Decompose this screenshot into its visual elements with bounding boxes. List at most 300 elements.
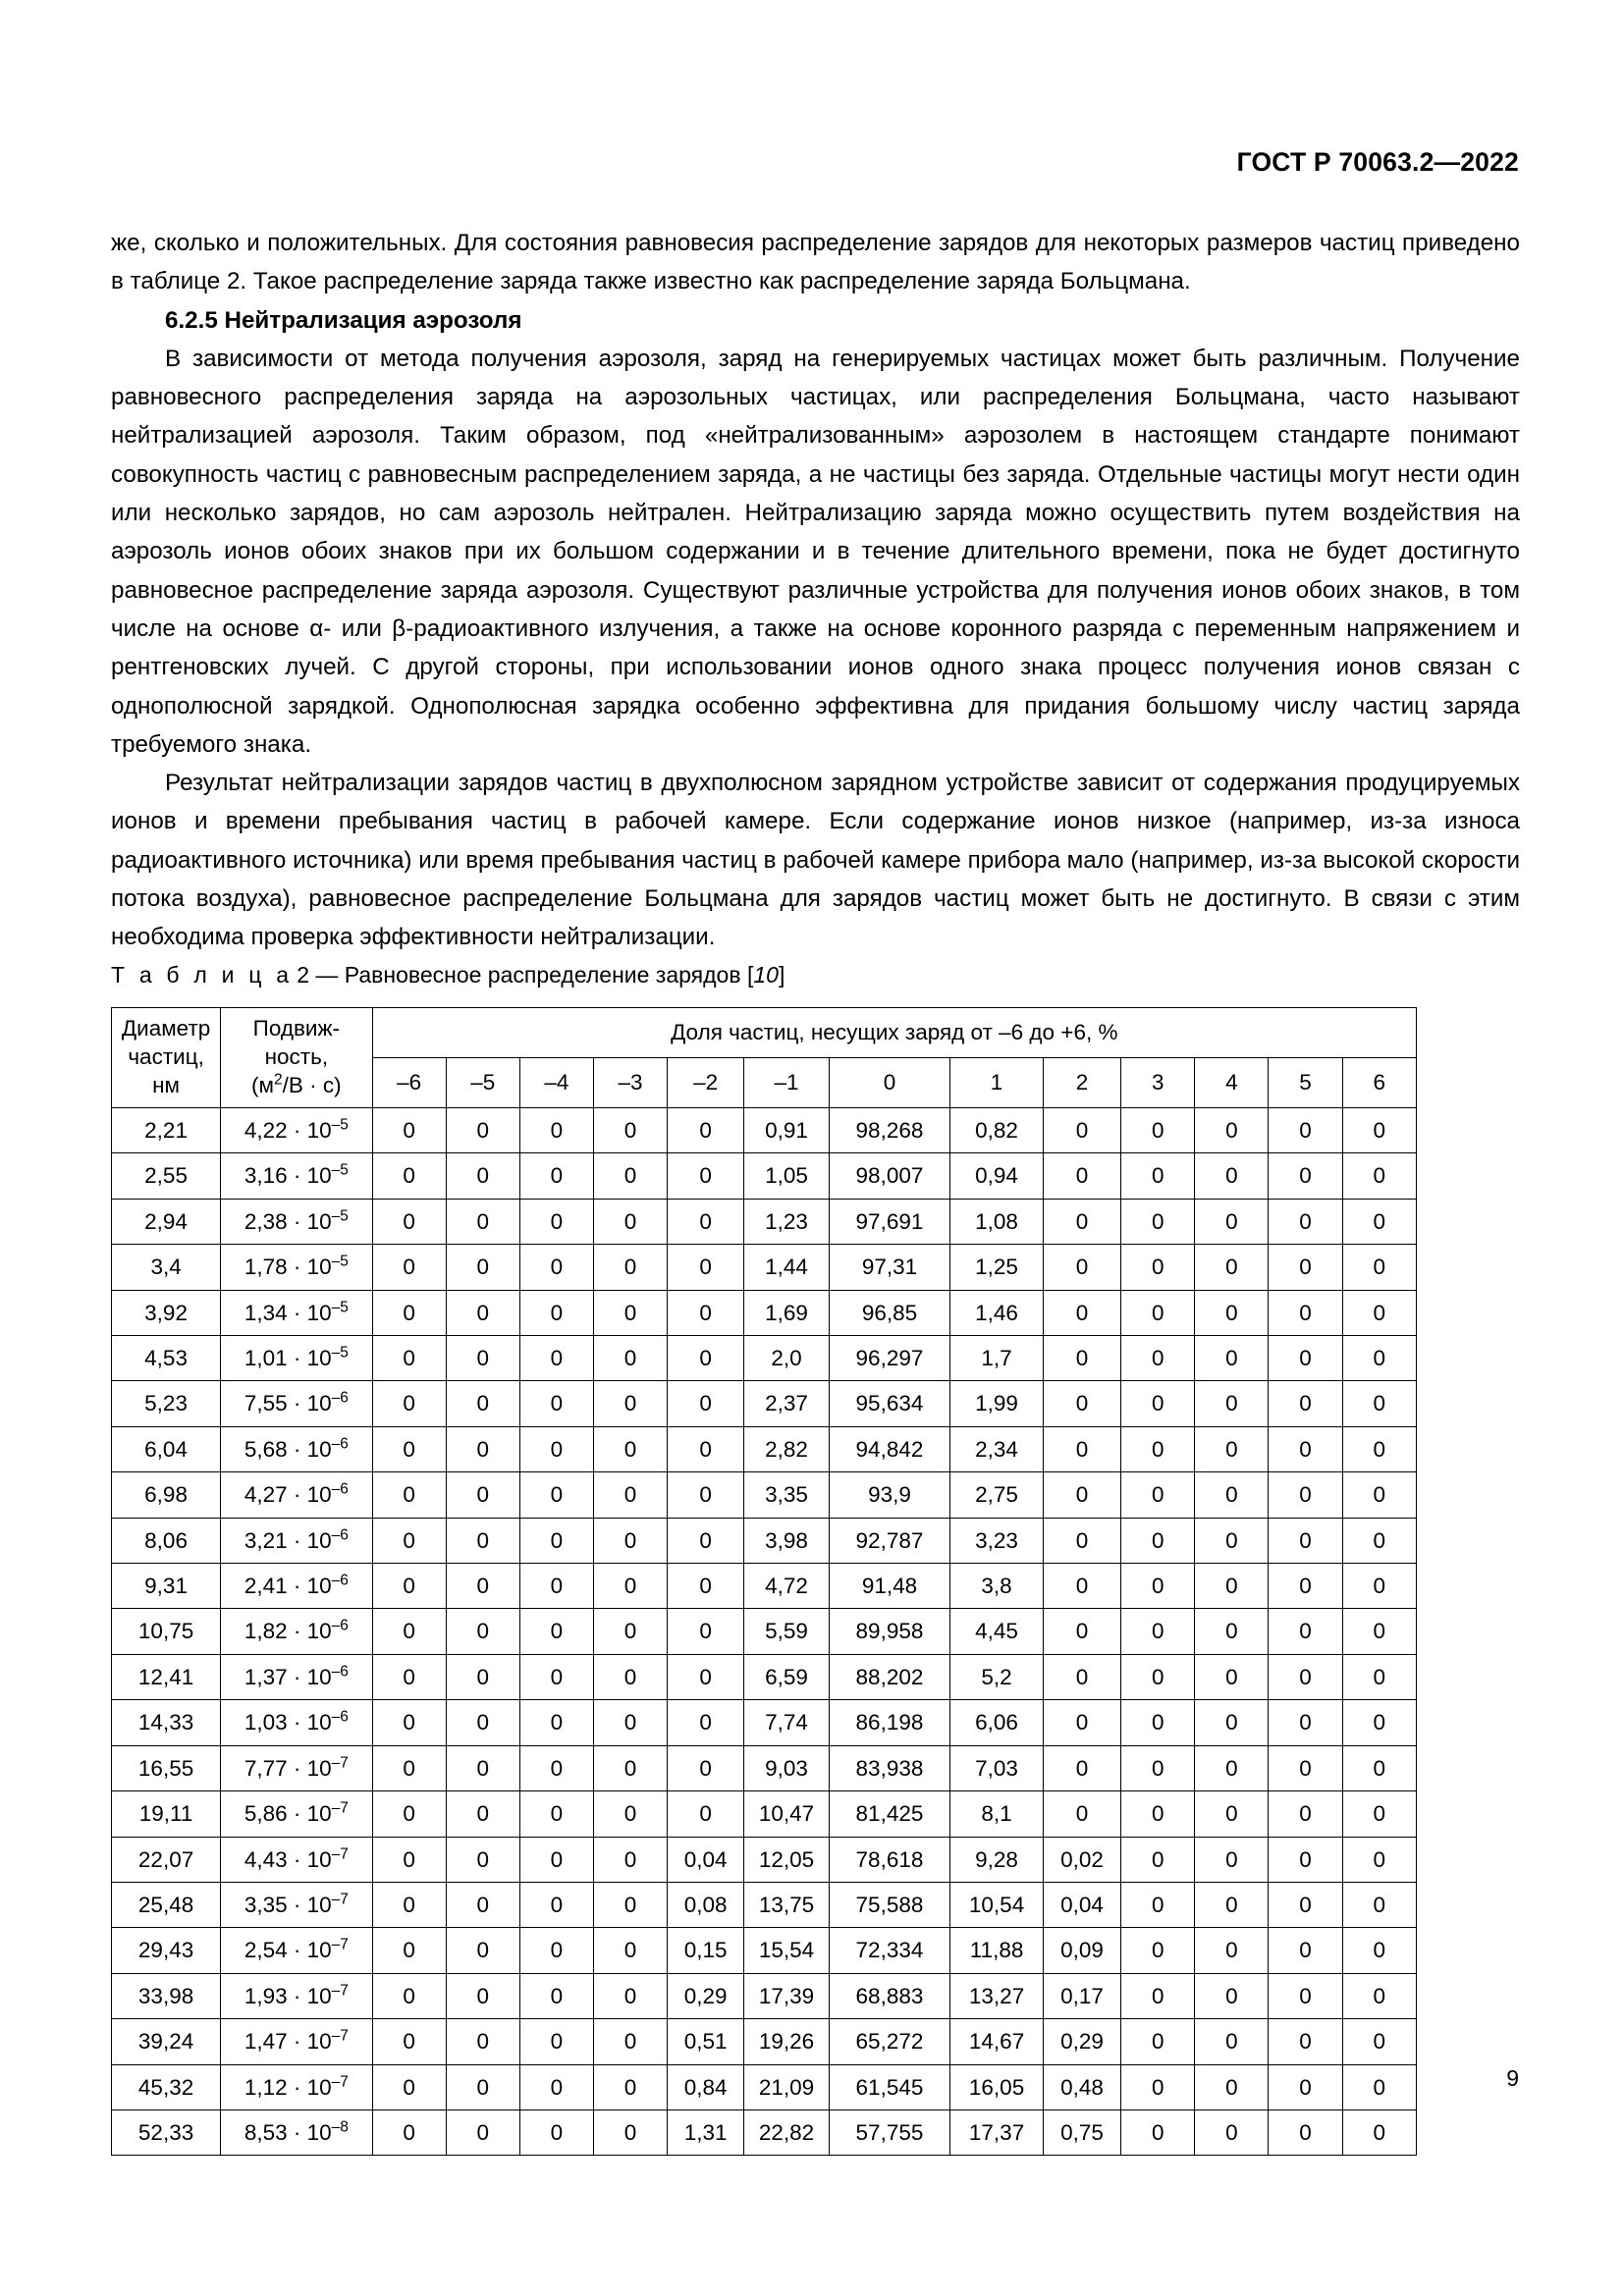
cell-charge-fraction: 0 bbox=[446, 1426, 519, 1471]
cell-charge-fraction: 0 bbox=[668, 1700, 744, 1745]
cell-charge-fraction: 95,634 bbox=[829, 1381, 950, 1426]
cell-charge-fraction: 0 bbox=[1195, 1928, 1269, 1973]
cell-charge-fraction: 0 bbox=[519, 1472, 593, 1518]
cell-charge-fraction: 1,08 bbox=[950, 1199, 1044, 1244]
cell-charge-fraction: 1,25 bbox=[950, 1245, 1044, 1290]
table-body bbox=[112, 1108, 1417, 2156]
cell-charge-fraction: 0 bbox=[668, 1426, 744, 1471]
cell-charge-fraction: 0 bbox=[593, 1928, 667, 1973]
cell-charge-fraction: 0 bbox=[1121, 1837, 1195, 1882]
cell-charge-fraction: 0 bbox=[1195, 1791, 1269, 1837]
mobility-multiplier: · 10 bbox=[287, 1163, 332, 1189]
cell-charge-fraction: 0 bbox=[1269, 1745, 1342, 1790]
cell-charge-fraction: 0 bbox=[593, 1882, 667, 1927]
cell-mobility bbox=[221, 1518, 372, 1563]
cell-charge-fraction: 0 bbox=[446, 1700, 519, 1745]
cell-charge-fraction: 96,297 bbox=[829, 1336, 950, 1381]
mobility-multiplier: · 10 bbox=[287, 2029, 332, 2055]
header-charge-plus5: 5 bbox=[1269, 1058, 1342, 1108]
cell-charge-fraction: 0 bbox=[446, 2064, 519, 2109]
cell-diameter: 22,07 bbox=[112, 1837, 221, 1882]
cell-charge-fraction: 0,29 bbox=[668, 1973, 744, 2018]
cell-charge-fraction: 0 bbox=[446, 1518, 519, 1563]
cell-charge-fraction: 0 bbox=[1269, 2064, 1342, 2109]
cell-charge-fraction: 0 bbox=[593, 2109, 667, 2155]
cell-mobility bbox=[221, 1700, 372, 1745]
header-charge-plus6: 6 bbox=[1342, 1058, 1416, 1108]
cell-charge-fraction: 19,26 bbox=[744, 2019, 829, 2064]
cell-charge-fraction: 0 bbox=[1342, 2019, 1416, 2064]
cell-charge-fraction: 0 bbox=[593, 2064, 667, 2109]
cell-charge-fraction: 0,02 bbox=[1043, 1837, 1120, 1882]
cell-charge-fraction: 0 bbox=[519, 1245, 593, 1290]
cell-charge-fraction: 0 bbox=[1269, 1654, 1342, 1699]
cell-charge-fraction: 0 bbox=[1269, 1882, 1342, 1927]
table-row bbox=[112, 2064, 1417, 2109]
cell-charge-fraction: 0 bbox=[519, 1882, 593, 1927]
cell-diameter: 2,21 bbox=[112, 1108, 221, 1153]
cell-charge-fraction: 0 bbox=[1269, 1791, 1342, 1837]
cell-charge-fraction: 0 bbox=[593, 1199, 667, 1244]
cell-diameter: 5,23 bbox=[112, 1381, 221, 1426]
table-row bbox=[112, 2109, 1417, 2155]
cell-charge-fraction: 68,883 bbox=[829, 1973, 950, 2018]
cell-charge-fraction: 0 bbox=[668, 1609, 744, 1654]
cell-charge-fraction: 0 bbox=[372, 1472, 446, 1518]
mobility-multiplier: · 10 bbox=[287, 1346, 332, 1371]
cell-charge-fraction: 0 bbox=[1043, 1791, 1120, 1837]
cell-charge-fraction: 0 bbox=[446, 1290, 519, 1335]
cell-charge-fraction: 93,9 bbox=[829, 1472, 950, 1518]
mobility-exponent: –7 bbox=[331, 2073, 349, 2091]
cell-charge-fraction: 0 bbox=[1043, 1700, 1120, 1745]
cell-diameter: 52,33 bbox=[112, 2109, 221, 2155]
cell-charge-fraction: 97,31 bbox=[829, 1245, 950, 1290]
cell-charge-fraction: 0 bbox=[372, 1791, 446, 1837]
cell-charge-fraction: 0 bbox=[1043, 1654, 1120, 1699]
cell-charge-fraction: 1,31 bbox=[668, 2109, 744, 2155]
cell-charge-fraction: 0 bbox=[1342, 1928, 1416, 1973]
cell-charge-fraction: 0 bbox=[372, 1518, 446, 1563]
cell-charge-fraction: 0 bbox=[519, 1199, 593, 1244]
cell-charge-fraction: 0 bbox=[1121, 1245, 1195, 1290]
cell-charge-fraction: 0,51 bbox=[668, 2019, 744, 2064]
header-mobility-units-post: /В · с) bbox=[282, 1073, 342, 1097]
mobility-exponent: –6 bbox=[331, 1526, 349, 1544]
table-caption-reference: 10 bbox=[753, 962, 779, 988]
mobility-multiplier: · 10 bbox=[287, 1436, 332, 1462]
cell-charge-fraction: 61,545 bbox=[829, 2064, 950, 2109]
mobility-mantissa: 8,53 bbox=[244, 2119, 288, 2145]
cell-diameter: 2,55 bbox=[112, 1153, 221, 1199]
cell-charge-fraction: 2,0 bbox=[744, 1336, 829, 1381]
cell-charge-fraction: 0 bbox=[1342, 1245, 1416, 1290]
cell-charge-fraction: 81,425 bbox=[829, 1791, 950, 1837]
mobility-exponent: –6 bbox=[331, 1617, 349, 1634]
cell-charge-fraction: 0 bbox=[1195, 1837, 1269, 1882]
cell-charge-fraction: 97,691 bbox=[829, 1199, 950, 1244]
cell-diameter: 3,92 bbox=[112, 1290, 221, 1335]
cell-charge-fraction: 5,59 bbox=[744, 1609, 829, 1654]
cell-charge-fraction: 1,99 bbox=[950, 1381, 1044, 1426]
cell-charge-fraction: 0 bbox=[593, 1381, 667, 1426]
cell-charge-fraction: 0 bbox=[519, 1973, 593, 2018]
cell-charge-fraction: 0 bbox=[519, 1426, 593, 1471]
table-row bbox=[112, 2019, 1417, 2064]
cell-charge-fraction: 75,588 bbox=[829, 1882, 950, 1927]
page-number: 9 bbox=[1506, 2065, 1519, 2091]
cell-charge-fraction: 0 bbox=[593, 1564, 667, 1609]
cell-mobility bbox=[221, 1245, 372, 1290]
cell-charge-fraction: 78,618 bbox=[829, 1837, 950, 1882]
cell-mobility bbox=[221, 1928, 372, 1973]
cell-charge-fraction: 9,03 bbox=[744, 1745, 829, 1790]
cell-mobility bbox=[221, 1973, 372, 2018]
cell-charge-fraction: 0 bbox=[1269, 1426, 1342, 1471]
mobility-mantissa: 3,21 bbox=[244, 1527, 288, 1553]
cell-diameter: 8,06 bbox=[112, 1518, 221, 1563]
cell-charge-fraction: 0 bbox=[593, 1973, 667, 2018]
cell-charge-fraction: 1,44 bbox=[744, 1245, 829, 1290]
header-charge-plus2: 2 bbox=[1043, 1058, 1120, 1108]
cell-charge-fraction: 0 bbox=[1342, 2064, 1416, 2109]
cell-charge-fraction: 7,74 bbox=[744, 1700, 829, 1745]
mobility-exponent: –7 bbox=[331, 1799, 349, 1817]
mobility-exponent: –6 bbox=[331, 1572, 349, 1589]
mobility-mantissa: 1,78 bbox=[244, 1255, 288, 1280]
cell-charge-fraction: 0 bbox=[519, 1108, 593, 1153]
cell-charge-fraction: 0 bbox=[1269, 1108, 1342, 1153]
cell-charge-fraction: 0 bbox=[668, 1791, 744, 1837]
cell-charge-fraction: 0 bbox=[593, 1700, 667, 1745]
cell-charge-fraction: 0 bbox=[372, 1928, 446, 1973]
cell-charge-fraction: 0 bbox=[1043, 1153, 1120, 1199]
cell-charge-fraction: 89,958 bbox=[829, 1609, 950, 1654]
cell-diameter: 3,4 bbox=[112, 1245, 221, 1290]
table-row bbox=[112, 1381, 1417, 1426]
cell-charge-fraction: 21,09 bbox=[744, 2064, 829, 2109]
cell-charge-fraction: 0 bbox=[519, 1837, 593, 1882]
cell-charge-fraction: 0 bbox=[1195, 1290, 1269, 1335]
cell-charge-fraction: 12,05 bbox=[744, 1837, 829, 1882]
cell-charge-fraction: 1,23 bbox=[744, 1199, 829, 1244]
cell-charge-fraction: 0 bbox=[1269, 1928, 1342, 1973]
cell-charge-fraction: 0 bbox=[1269, 1336, 1342, 1381]
standard-code: ГОСТ Р 70063.2—2022 bbox=[1236, 147, 1519, 177]
cell-charge-fraction: 10,47 bbox=[744, 1791, 829, 1837]
cell-diameter: 39,24 bbox=[112, 2019, 221, 2064]
cell-charge-fraction: 0 bbox=[372, 1245, 446, 1290]
cell-charge-fraction: 0 bbox=[446, 1973, 519, 2018]
header-particle-diameter bbox=[112, 1008, 221, 1108]
cell-mobility bbox=[221, 1381, 372, 1426]
header-charge-minus3: –3 bbox=[593, 1058, 667, 1108]
cell-charge-fraction: 83,938 bbox=[829, 1745, 950, 1790]
cell-charge-fraction: 0 bbox=[593, 1426, 667, 1471]
cell-charge-fraction: 0 bbox=[519, 1290, 593, 1335]
cell-charge-fraction: 0 bbox=[1195, 1381, 1269, 1426]
cell-charge-fraction: 0 bbox=[668, 1745, 744, 1790]
cell-charge-fraction: 0 bbox=[1195, 1654, 1269, 1699]
cell-diameter: 25,48 bbox=[112, 1882, 221, 1927]
table-row bbox=[112, 1973, 1417, 2018]
header-charge-plus3: 3 bbox=[1121, 1058, 1195, 1108]
cell-charge-fraction: 0 bbox=[1342, 1108, 1416, 1153]
cell-charge-fraction: 0 bbox=[1269, 1153, 1342, 1199]
cell-mobility bbox=[221, 1609, 372, 1654]
cell-charge-fraction: 0 bbox=[1269, 2019, 1342, 2064]
cell-mobility bbox=[221, 2109, 372, 2155]
cell-charge-fraction: 0,09 bbox=[1043, 1928, 1120, 1973]
cell-charge-fraction: 0 bbox=[519, 1700, 593, 1745]
cell-charge-fraction: 0 bbox=[519, 1745, 593, 1790]
cell-charge-fraction: 0 bbox=[372, 1837, 446, 1882]
cell-charge-fraction: 0 bbox=[1342, 2109, 1416, 2155]
cell-charge-fraction: 1,69 bbox=[744, 1290, 829, 1335]
table-row bbox=[112, 1745, 1417, 1790]
cell-charge-fraction: 0 bbox=[519, 1791, 593, 1837]
mobility-exponent: –7 bbox=[331, 1936, 349, 1953]
cell-charge-fraction: 0 bbox=[519, 1518, 593, 1563]
mobility-exponent: –5 bbox=[331, 1161, 349, 1179]
cell-charge-fraction: 0 bbox=[372, 2064, 446, 2109]
cell-diameter: 6,04 bbox=[112, 1426, 221, 1471]
cell-mobility bbox=[221, 1882, 372, 1927]
cell-diameter: 29,43 bbox=[112, 1928, 221, 1973]
cell-charge-fraction: 0 bbox=[446, 1882, 519, 1927]
cell-charge-fraction: 0 bbox=[1121, 1700, 1195, 1745]
header-charge-plus4: 4 bbox=[1195, 1058, 1269, 1108]
cell-charge-fraction: 0 bbox=[1043, 1381, 1120, 1426]
cell-charge-fraction: 0 bbox=[1121, 1108, 1195, 1153]
cell-mobility bbox=[221, 1791, 372, 1837]
mobility-multiplier: · 10 bbox=[287, 1118, 332, 1143]
cell-charge-fraction: 0 bbox=[1043, 1336, 1120, 1381]
cell-charge-fraction: 14,67 bbox=[950, 2019, 1044, 2064]
cell-mobility bbox=[221, 1199, 372, 1244]
cell-charge-fraction: 0 bbox=[1269, 1837, 1342, 1882]
mobility-multiplier: · 10 bbox=[287, 1208, 332, 1234]
mobility-mantissa: 2,41 bbox=[244, 1574, 288, 1599]
cell-charge-fraction: 0 bbox=[372, 1153, 446, 1199]
cell-charge-fraction: 91,48 bbox=[829, 1564, 950, 1609]
cell-charge-fraction: 72,334 bbox=[829, 1928, 950, 1973]
cell-charge-fraction: 0 bbox=[668, 1518, 744, 1563]
cell-diameter: 12,41 bbox=[112, 1654, 221, 1699]
cell-charge-fraction: 0 bbox=[1269, 1518, 1342, 1563]
cell-charge-fraction: 7,03 bbox=[950, 1745, 1044, 1790]
cell-charge-fraction: 0 bbox=[1195, 2064, 1269, 2109]
cell-charge-fraction: 0 bbox=[446, 1108, 519, 1153]
cell-charge-fraction: 0 bbox=[372, 1609, 446, 1654]
cell-charge-fraction: 65,272 bbox=[829, 2019, 950, 2064]
cell-charge-fraction: 5,2 bbox=[950, 1654, 1044, 1699]
cell-charge-fraction: 0 bbox=[1195, 1518, 1269, 1563]
mobility-mantissa: 1,01 bbox=[244, 1346, 288, 1371]
cell-charge-fraction: 0 bbox=[1342, 1426, 1416, 1471]
cell-charge-fraction: 1,7 bbox=[950, 1336, 1044, 1381]
cell-charge-fraction: 0 bbox=[1121, 2109, 1195, 2155]
cell-charge-fraction: 0 bbox=[1195, 1108, 1269, 1153]
cell-charge-fraction: 0 bbox=[446, 1928, 519, 1973]
cell-charge-fraction: 0 bbox=[1342, 1973, 1416, 2018]
mobility-exponent: –6 bbox=[331, 1480, 349, 1498]
cell-charge-fraction: 0 bbox=[1043, 1108, 1120, 1153]
table-row bbox=[112, 1564, 1417, 1609]
cell-charge-fraction: 0 bbox=[372, 1381, 446, 1426]
mobility-mantissa: 7,55 bbox=[244, 1391, 288, 1416]
mobility-exponent: –6 bbox=[331, 1708, 349, 1726]
cell-charge-fraction: 0 bbox=[1195, 2019, 1269, 2064]
cell-charge-fraction: 0 bbox=[1195, 1609, 1269, 1654]
mobility-mantissa: 1,37 bbox=[244, 1664, 288, 1689]
table-row bbox=[112, 1426, 1417, 1471]
header-charge-minus2: –2 bbox=[668, 1058, 744, 1108]
cell-charge-fraction: 0 bbox=[1043, 1199, 1120, 1244]
cell-charge-fraction: 0 bbox=[1195, 1973, 1269, 2018]
cell-charge-fraction: 0 bbox=[372, 1745, 446, 1790]
mobility-exponent: –6 bbox=[331, 1389, 349, 1407]
mobility-exponent: –5 bbox=[331, 1207, 349, 1225]
mobility-multiplier: · 10 bbox=[287, 1938, 332, 1963]
table-caption-dash: — bbox=[315, 962, 339, 988]
cell-charge-fraction: 0,75 bbox=[1043, 2109, 1120, 2155]
cell-charge-fraction: 0 bbox=[519, 1609, 593, 1654]
table-row bbox=[112, 1837, 1417, 1882]
cell-charge-fraction: 0 bbox=[1043, 1745, 1120, 1790]
cell-charge-fraction: 0 bbox=[1269, 2109, 1342, 2155]
cell-charge-fraction: 0,15 bbox=[668, 1928, 744, 1973]
header-charge-fraction-span: Доля частиц, несущих заряд от –6 до +6, % bbox=[372, 1008, 1416, 1058]
body-text-block bbox=[111, 224, 1520, 957]
cell-charge-fraction: 0 bbox=[372, 2109, 446, 2155]
mobility-multiplier: · 10 bbox=[287, 1846, 332, 1872]
cell-charge-fraction: 0 bbox=[372, 1564, 446, 1609]
cell-charge-fraction: 0 bbox=[1121, 1654, 1195, 1699]
cell-charge-fraction: 0 bbox=[668, 1290, 744, 1335]
cell-charge-fraction: 2,75 bbox=[950, 1472, 1044, 1518]
cell-charge-fraction: 0 bbox=[1121, 1426, 1195, 1471]
cell-charge-fraction: 0 bbox=[668, 1564, 744, 1609]
cell-diameter: 16,55 bbox=[112, 1745, 221, 1790]
mobility-multiplier: · 10 bbox=[287, 2074, 332, 2100]
header-charge-plus1: 1 bbox=[950, 1058, 1044, 1108]
mobility-multiplier: · 10 bbox=[287, 1710, 332, 1735]
header-charge-zero: 0 bbox=[829, 1058, 950, 1108]
cell-charge-fraction: 0 bbox=[1342, 1609, 1416, 1654]
cell-charge-fraction: 0 bbox=[593, 1153, 667, 1199]
table-row bbox=[112, 1791, 1417, 1837]
mobility-multiplier: · 10 bbox=[287, 1255, 332, 1280]
cell-charge-fraction: 0 bbox=[593, 1654, 667, 1699]
table-row bbox=[112, 1153, 1417, 1199]
cell-charge-fraction: 0 bbox=[446, 1791, 519, 1837]
mobility-multiplier: · 10 bbox=[287, 1892, 332, 1917]
cell-diameter: 14,33 bbox=[112, 1700, 221, 1745]
mobility-multiplier: · 10 bbox=[287, 1755, 332, 1781]
cell-charge-fraction: 0 bbox=[1121, 1199, 1195, 1244]
mobility-exponent: –7 bbox=[331, 1754, 349, 1772]
cell-charge-fraction: 3,23 bbox=[950, 1518, 1044, 1563]
cell-charge-fraction: 0 bbox=[1342, 1745, 1416, 1790]
cell-mobility bbox=[221, 1153, 372, 1199]
cell-charge-fraction: 0 bbox=[593, 1245, 667, 1290]
cell-charge-fraction: 0 bbox=[446, 1837, 519, 1882]
cell-charge-fraction: 0 bbox=[1269, 1609, 1342, 1654]
cell-charge-fraction: 0 bbox=[1195, 1882, 1269, 1927]
cell-diameter: 33,98 bbox=[112, 1973, 221, 2018]
cell-mobility bbox=[221, 1837, 372, 1882]
cell-charge-fraction: 0 bbox=[446, 1381, 519, 1426]
table-head-row-1 bbox=[112, 1008, 1417, 1058]
cell-charge-fraction: 0 bbox=[519, 1928, 593, 1973]
cell-charge-fraction: 0 bbox=[1121, 1973, 1195, 2018]
cell-charge-fraction: 0 bbox=[1121, 1564, 1195, 1609]
cell-charge-fraction: 98,268 bbox=[829, 1108, 950, 1153]
cell-charge-fraction: 0,29 bbox=[1043, 2019, 1120, 2064]
cell-charge-fraction: 0 bbox=[1342, 1153, 1416, 1199]
table-row bbox=[112, 1882, 1417, 1927]
cell-charge-fraction: 0 bbox=[446, 1564, 519, 1609]
header-diameter-line3: нм bbox=[152, 1073, 181, 1097]
table-row bbox=[112, 1654, 1417, 1699]
cell-charge-fraction: 0 bbox=[1342, 1472, 1416, 1518]
cell-charge-fraction: 0 bbox=[372, 1290, 446, 1335]
header-charge-minus5: –5 bbox=[446, 1058, 519, 1108]
cell-charge-fraction: 0 bbox=[1195, 1700, 1269, 1745]
mobility-mantissa: 1,47 bbox=[244, 2029, 288, 2055]
cell-charge-fraction: 0 bbox=[1121, 1745, 1195, 1790]
mobility-multiplier: · 10 bbox=[287, 1983, 332, 2008]
table-caption-label: Т а б л и ц а bbox=[111, 962, 294, 988]
cell-charge-fraction: 0,94 bbox=[950, 1153, 1044, 1199]
table-caption-bracket-close: ] bbox=[778, 962, 785, 988]
cell-mobility bbox=[221, 1290, 372, 1335]
header-mobility-line1: Подвиж- bbox=[252, 1016, 341, 1041]
cell-charge-fraction: 17,37 bbox=[950, 2109, 1044, 2155]
cell-charge-fraction: 0 bbox=[1269, 1472, 1342, 1518]
mobility-multiplier: · 10 bbox=[287, 1391, 332, 1416]
cell-charge-fraction: 0 bbox=[446, 2109, 519, 2155]
cell-charge-fraction: 4,72 bbox=[744, 1564, 829, 1609]
cell-charge-fraction: 0 bbox=[519, 2109, 593, 2155]
mobility-multiplier: · 10 bbox=[287, 1482, 332, 1508]
cell-charge-fraction: 0 bbox=[1195, 1564, 1269, 1609]
cell-charge-fraction: 0 bbox=[1195, 1153, 1269, 1199]
cell-charge-fraction: 0 bbox=[593, 1518, 667, 1563]
table-row bbox=[112, 1245, 1417, 1290]
mobility-exponent: –7 bbox=[331, 2027, 349, 2045]
cell-charge-fraction: 0 bbox=[519, 2019, 593, 2064]
cell-charge-fraction: 0 bbox=[1269, 1381, 1342, 1426]
table-row bbox=[112, 1609, 1417, 1654]
cell-charge-fraction: 0 bbox=[1195, 1245, 1269, 1290]
cell-charge-fraction: 0 bbox=[668, 1472, 744, 1518]
cell-charge-fraction: 92,787 bbox=[829, 1518, 950, 1563]
mobility-multiplier: · 10 bbox=[287, 1619, 332, 1644]
cell-charge-fraction: 0,48 bbox=[1043, 2064, 1120, 2109]
table-row bbox=[112, 1290, 1417, 1335]
cell-mobility bbox=[221, 1564, 372, 1609]
cell-diameter: 10,75 bbox=[112, 1609, 221, 1654]
cell-mobility bbox=[221, 1472, 372, 1518]
header-mobility-units-exponent: 2 bbox=[274, 1071, 283, 1089]
cell-charge-fraction: 0 bbox=[668, 1381, 744, 1426]
cell-charge-fraction: 0 bbox=[1342, 1290, 1416, 1335]
cell-charge-fraction: 0 bbox=[668, 1245, 744, 1290]
cell-charge-fraction: 57,755 bbox=[829, 2109, 950, 2155]
cell-charge-fraction: 0 bbox=[593, 1108, 667, 1153]
